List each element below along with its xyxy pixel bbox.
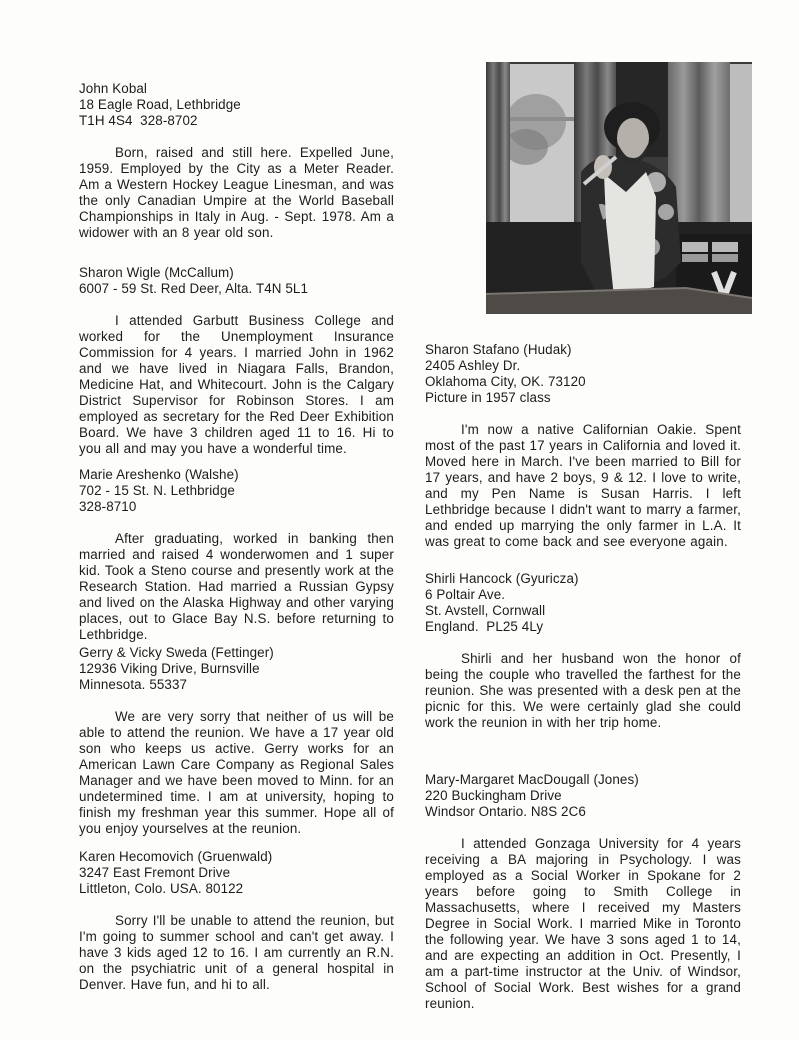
entry-address-line: Littleton, Colo. USA. 80122: [79, 881, 244, 896]
entry-bio: I attended Garbutt Business College and worked for the Unemployment Insurance Commission for 4 years. I married John in 1962 and we have lived in Niagara Falls, Brandon, Medicine Hat, and Whitecourt. John is the Calgary District Supervisor for Robinson Stores. I am employed as secretary for the Red Deer Exhibition Board. We have 3 children aged 11 to 16. Hi to you all and may you have a wonderful time.: [79, 313, 394, 456]
entry-name: John Kobal: [79, 81, 148, 96]
entry-name: Mary-Margaret MacDougall (Jones): [425, 772, 639, 787]
entry-address-line: 3247 East Fremont Drive: [79, 865, 231, 880]
entry-bio: I attended Gonzaga University for 4 years receiving a BA majoring in Psychology. I was employed as a Social Worker in Spokane for 2 years before going to Smith College in Massachusetts, where I received my Masters Degree in Social Work. I married Mike in Toronto the following year. We have 3 sons aged 1 to 14, and are expecting an addition in Oct. Presently, I am a part-time instructor at the Univ. of Windsor, School of Social Work. Best wishes for a grand reunion.: [425, 836, 741, 1011]
entry-bio: We are very sorry that neither of us will be able to attend the reunion. We have a 17 year old son who keeps us active. Gerry works for an American Lawn Care Company as Regional Sales Manager and we have been moved to Minn. for an undetermined time. I am at university, hoping to finish my freshman year this summer. Hope all of you enjoy yourselves at the reunion.: [79, 709, 394, 836]
entry-address-line: 12936 Viking Drive, Burnsville: [79, 661, 260, 676]
entry-name: Karen Hecomovich (Gruenwald): [79, 849, 273, 864]
window-right: [728, 64, 752, 234]
entry-bio: I'm now a native Californian Oakie. Spent most of the past 17 years in California and loved it. Moved here in March. I've been married to Bill for 17 years, and have 2 boys, 9 & 12. I love to write, and my Pen Name is Susan Harris. I left Lethbridge because I didn't want to marry a farmer, and ended up marrying the only farmer in L.A. It was great to come back and see everyone again.: [425, 422, 741, 549]
entry-address-line: Oklahoma City, OK. 73120: [425, 374, 586, 389]
entry-address-line: 220 Buckingham Drive: [425, 788, 562, 803]
photo-illustration: [486, 62, 752, 314]
bio-entry: [425, 571, 741, 731]
entry-bio: Born, raised and still here. Expelled June, 1959. Employed by the City as a Meter Reader. Am a Western Hockey League Linesman, and was the only Canadian Umpire at the World Baseball Championships in Italy in Aug. - Sept. 1978. Am a widower with an 8 year old son.: [79, 145, 394, 240]
entry-address-line: T1H 4S4 328-8702: [79, 113, 198, 128]
entry-name: Gerry & Vicky Sweda (Fettinger): [79, 645, 274, 660]
bio-entry: [79, 265, 394, 457]
bio-entry: [79, 645, 394, 837]
entry-name: Sharon Wigle (McCallum): [79, 265, 234, 280]
entry-address-line: St. Avstell, Cornwall: [425, 603, 546, 618]
entry-address-line: Picture in 1957 class: [425, 390, 551, 405]
entry-name: Marie Areshenko (Walshe): [79, 467, 239, 482]
bio-entry: [79, 81, 394, 241]
entry-address-line: Minnesota. 55337: [79, 677, 188, 692]
entry-address-line: 2405 Ashley Dr.: [425, 358, 521, 373]
bio-entry: [425, 772, 741, 1012]
entry-address-line: 6 Poltair Ave.: [425, 587, 506, 602]
entry-address-line: England. PL25 4Ly: [425, 619, 544, 634]
entry-address-line: 702 - 15 St. N. Lethbridge: [79, 483, 235, 498]
entry-address-line: Windsor Ontario. N8S 2C6: [425, 804, 586, 819]
bio-entry: [79, 849, 394, 993]
bio-entry: [425, 342, 741, 550]
entry-bio: After graduating, worked in banking then married and raised 4 wonderwomen and 1 super kid. Took a Steno course and presently work at the Research Station. Had married a Russian Gypsy and lived on the Alaska Highway and other varying places, out to Glace Bay N.S. before returning to Lethbridge.: [79, 531, 394, 642]
bio-entry: [79, 467, 394, 643]
entry-address-line: 18 Eagle Road, Lethbridge: [79, 97, 241, 112]
entry-name: Sharon Stafano (Hudak): [425, 342, 572, 357]
portrait-photo: [486, 62, 752, 314]
entry-name: Shirli Hancock (Gyuricza): [425, 571, 579, 586]
entry-address-line: 6007 - 59 St. Red Deer, Alta. T4N 5L1: [79, 281, 308, 296]
entry-bio: Sorry I'll be unable to attend the reunion, but I'm going to summer school and can't get away. I have 3 kids aged 12 to 16. I am currently an R.N. on the psychiatric unit of a general hospital in Denver. Have fun, and hi to all.: [79, 913, 394, 992]
curtain-left: [486, 62, 510, 232]
entry-bio: Shirli and her husband won the honor of being the couple who travelled the farthest for the reunion. She was presented with a desk pen at the picnic for this. We were certainly glad she could work the reunion in with her trip home.: [425, 651, 741, 730]
entry-address-line: 328-8710: [79, 499, 137, 514]
